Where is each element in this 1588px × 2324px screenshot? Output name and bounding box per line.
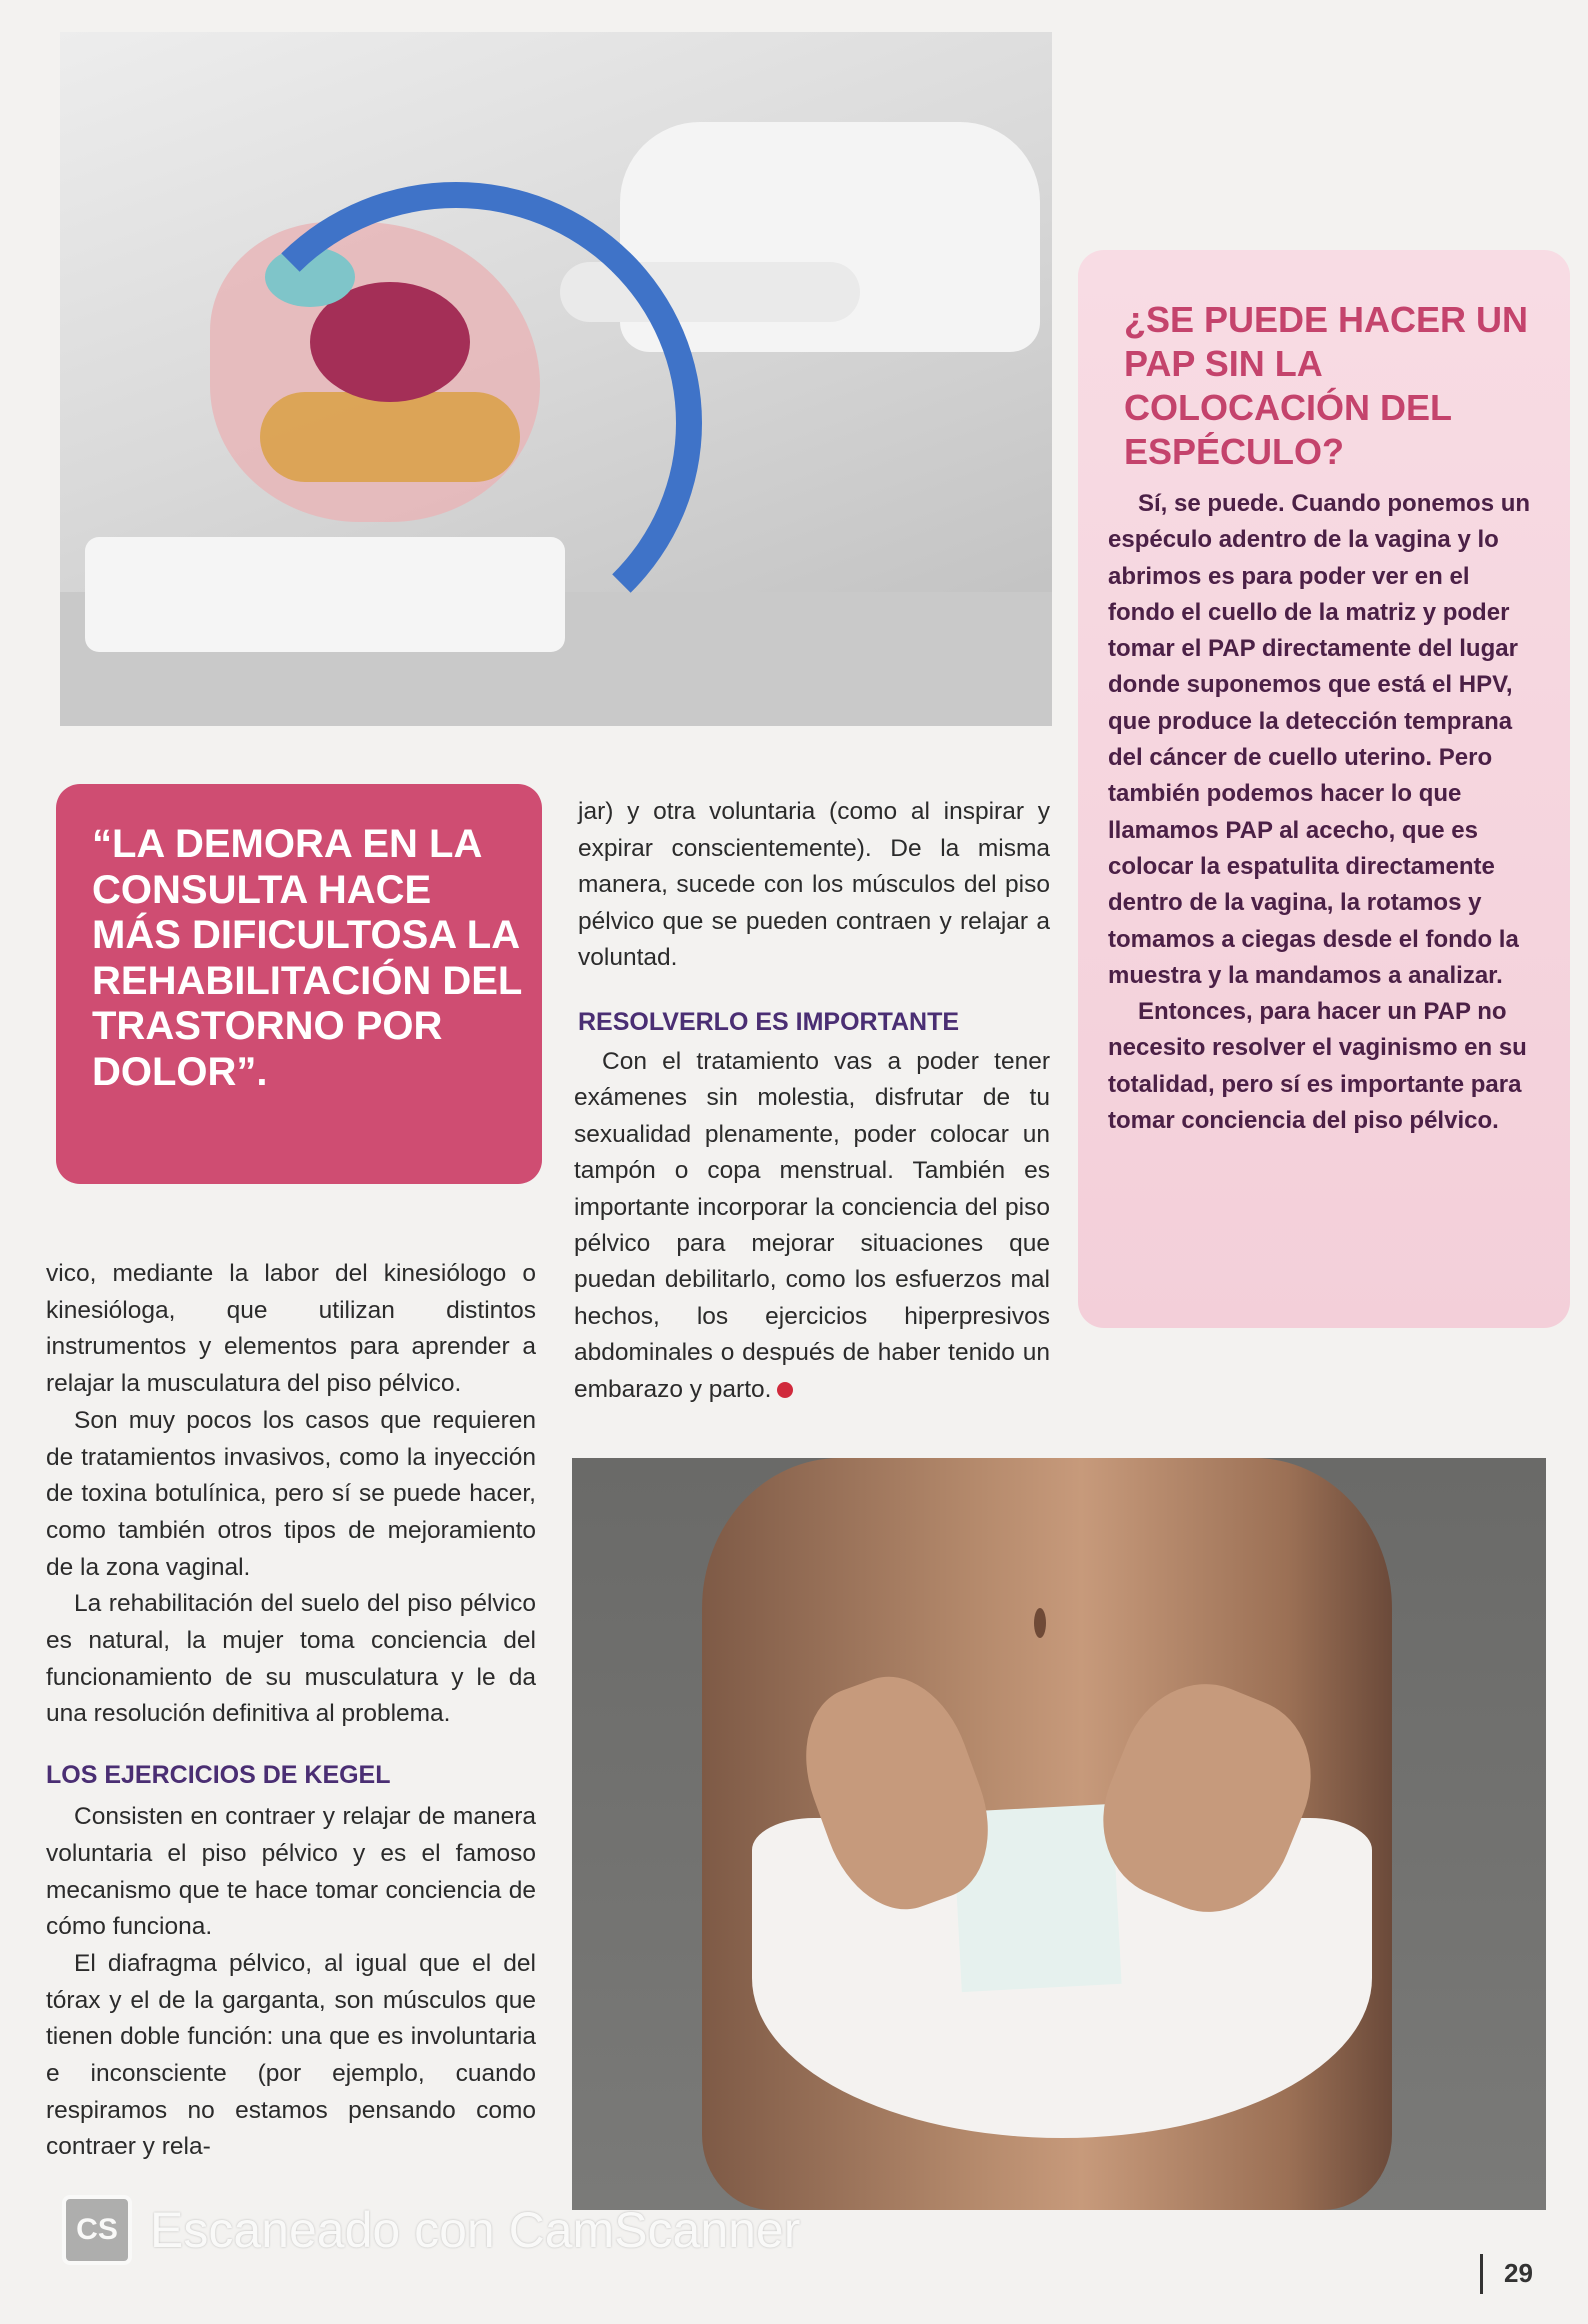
middle-continuation-text: jar) y otra voluntaria (como al inspirar y expirar conscientemente). De la misma manera, sucede con los músculos del piso pélvico que se pueden contraen y relajar a voluntad. <box>578 798 1050 972</box>
bottom-photo-woman-holding-pad <box>572 1458 1546 2210</box>
left-paragraph: El diafragma pélvico, al igual que el del tórax y el de la garganta, son músculos que tienen doble función: una que es involuntaria e inconsciente (por ejemplo, cuando respiramos no estamos pensando como contraer y rela- <box>46 1949 536 2161</box>
sidebar-body <box>1108 486 1540 1139</box>
section-heading-kegel: LOS EJERCICIOS DE KEGEL <box>46 1761 391 1790</box>
pull-quote-text: “LA DEMORA EN LA CONSULTA HACE MÁS DIFICULTOSA LA REHABILITACIÓN DEL TRASTORNO POR DOLOR”. <box>92 822 522 1094</box>
section-heading-resolverlo: RESOLVERLO ES IMPORTANTE <box>578 1008 960 1036</box>
left-continuation-text: vico, mediante la labor del kinesiólogo o kinesióloga, que utilizan distintos instrumentos y elementos para aprender a relajar la musculatura del piso pélvico. <box>46 1260 536 1398</box>
scanner-watermark-text: Escaneado con CamScanner <box>150 2202 801 2258</box>
left-paragraph: Son muy pocos los casos que requieren de tratamientos invasivos, como la inyección de toxina botulínica, pero sí se puede hacer, como también otros tipos de mejoramiento de la zona vaginal. <box>46 1406 536 1581</box>
left-paragraph: Consisten en contraer y relajar de manera voluntaria el piso pélvico y es el famoso mecanismo que te hace tomar conciencia de cómo funciona. <box>46 1803 536 1941</box>
middle-paragraph-text: Con el tratamiento vas a poder tener exámenes sin molestia, disfrutar de tu sexualidad plenamente, poder colocar un tampón o copa menstrual. También es importante incorporar la conciencia del piso pélvico para mejorar situaciones que puedan debilitarlo, como los esfuerzos mal hechos, los ejercicios hiperpresivos abdominales o después de haber tenido un embarazo y parto. <box>574 1048 1050 1403</box>
left-paragraph: La rehabilitación del suelo del piso pélvico es natural, la mujer toma conciencia del funcionamiento de su musculatura y le da una resolución definitiva al problema. <box>46 1590 536 1728</box>
left-column <box>46 1256 536 2166</box>
page-number-divider <box>1480 2254 1483 2294</box>
page-number: 29 <box>1504 2258 1533 2288</box>
sidebar-paragraph: Sí, se puede. Cuando ponemos un espéculo adentro de la vagina y lo abrimos es para poder ver en el fondo el cuello de la matriz y poder tomar el PAP directamente del lugar donde suponemos que está el HPV, que produce la detección temprana del cáncer de cuello uterino. Pero también podemos hacer lo que llamamos PAP al acecho, que es colocar la espatulita directamente dentro de la vagina, la rotamos y tomamos a ciegas desde el fondo la muestra y la mandamos a analizar. <box>1108 490 1531 989</box>
sidebar-paragraph: Entonces, para hacer un PAP no necesito resolver el vaginismo en su totalidad, pero sí es importante para tomar conciencia del piso pélvico. <box>1108 998 1527 1135</box>
camscanner-logo-icon: CS <box>62 2195 132 2265</box>
end-of-article-dot-icon <box>777 1382 793 1398</box>
top-photo-pelvic-model <box>60 32 1052 726</box>
middle-paragraph <box>574 1044 1050 1408</box>
sidebar-title: ¿SE PUEDE HACER UN PAP SIN LA COLOCACIÓN DEL ESPÉCULO? <box>1124 299 1529 472</box>
scanner-watermark <box>62 2204 800 2256</box>
